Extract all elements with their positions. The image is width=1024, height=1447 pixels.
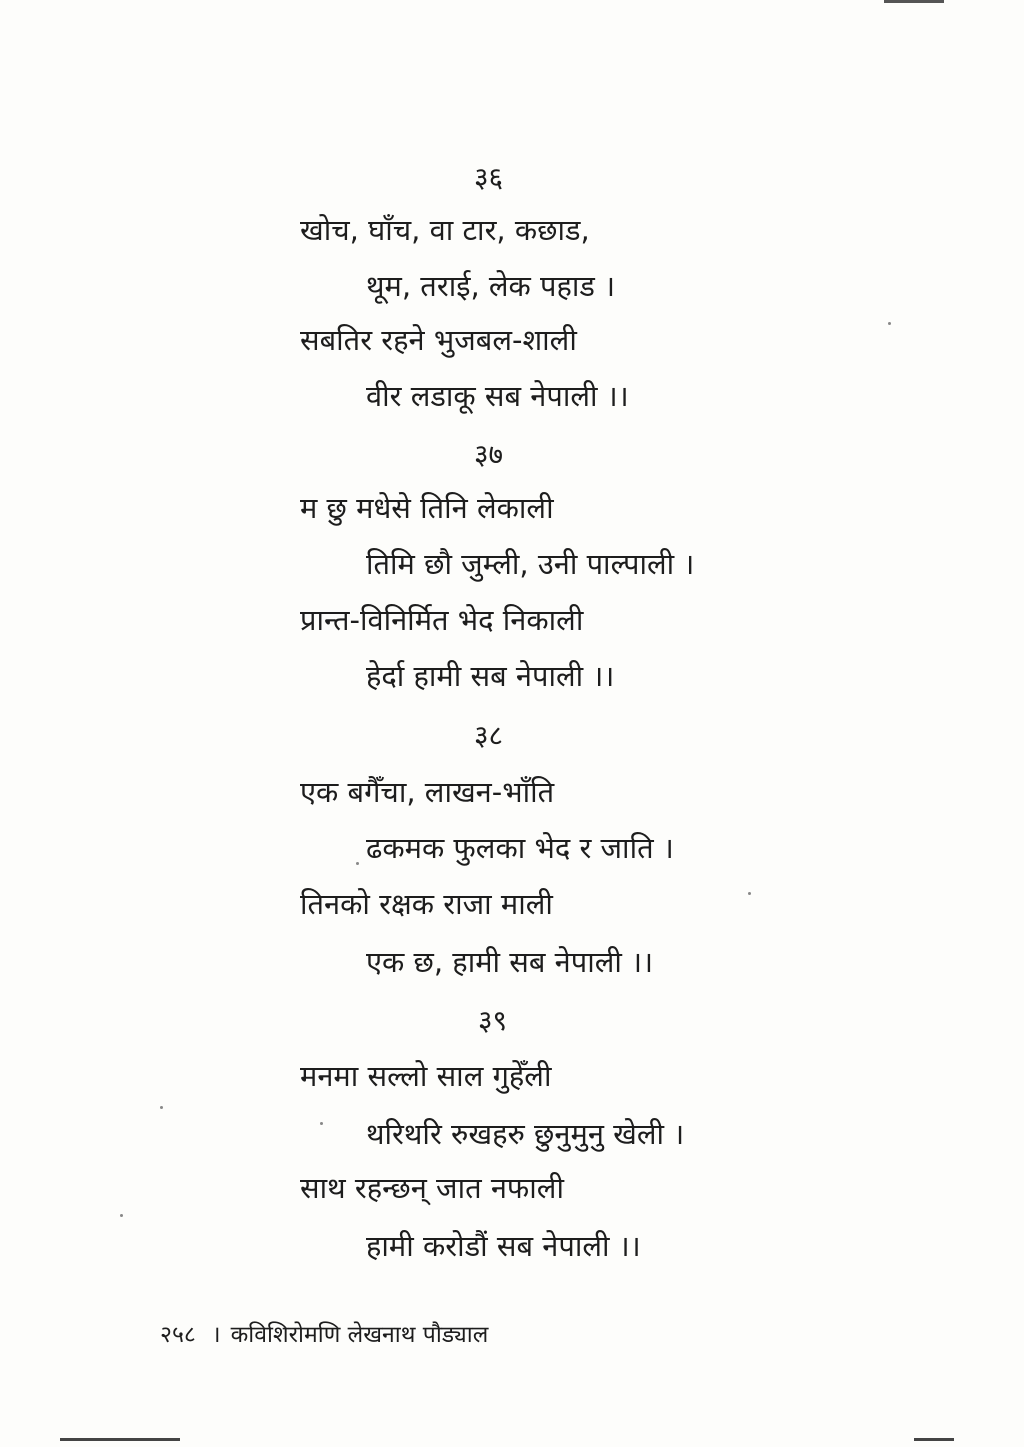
verse-line: थूम, तराई, लेक पहाड । [366,269,616,303]
verse-line: हामी करोडौं सब नेपाली ।। [366,1229,641,1263]
verse-line: वीर लडाकू सब नेपाली ।। [366,379,629,413]
page-edge-mark [914,1438,954,1441]
page-edge-mark [60,1438,180,1441]
footer-separator: । [211,1322,221,1348]
book-credit: कविशिरोमणि लेखनाथ पौड्याल [230,1322,489,1348]
page-number: २५८ [160,1322,196,1348]
scan-speck [356,862,359,865]
page-footer [160,1318,488,1352]
verse-number: ३७ [474,438,504,471]
verse-line: थरिथरि रुखहरु छुनुमुनु खेली । [366,1117,685,1151]
scan-speck [120,1214,123,1217]
verse-line: एक बगैँचा, लाखन-भाँति [300,775,555,809]
verse-line: सबतिर रहने भुजबल-शाली [300,323,577,357]
scan-speck [888,322,891,325]
verse-line: साथ रहन्छन् जात नफाली [300,1171,564,1205]
scan-speck [160,1106,163,1109]
scan-speck [320,1122,323,1125]
verse-line: तिमि छौ जुम्ली, उनी पाल्पाली । [366,547,695,581]
verse-line: मनमा सल्लो साल गुहेँली [300,1059,552,1093]
verse-number: ३९ [478,1004,508,1037]
page-edge-mark [884,0,944,3]
verse-line: ढकमक फुलका भेद र जाति । [366,831,674,865]
verse-line: प्रान्त-विनिर्मित भेद निकाली [300,603,584,637]
scan-speck [748,892,751,895]
verse-line: तिनको रक्षक राजा माली [300,887,553,921]
verse-line: खोच, घाँच, वा टार, कछाड, [300,213,590,247]
verse-line: म छु मधेसे तिनि लेकाली [300,491,554,525]
verse-number: ३६ [474,161,504,194]
verse-number: ३८ [474,719,504,752]
verse-line: हेर्दा हामी सब नेपाली ।। [366,659,615,693]
verse-line: एक छ, हामी सब नेपाली ।। [366,945,654,979]
